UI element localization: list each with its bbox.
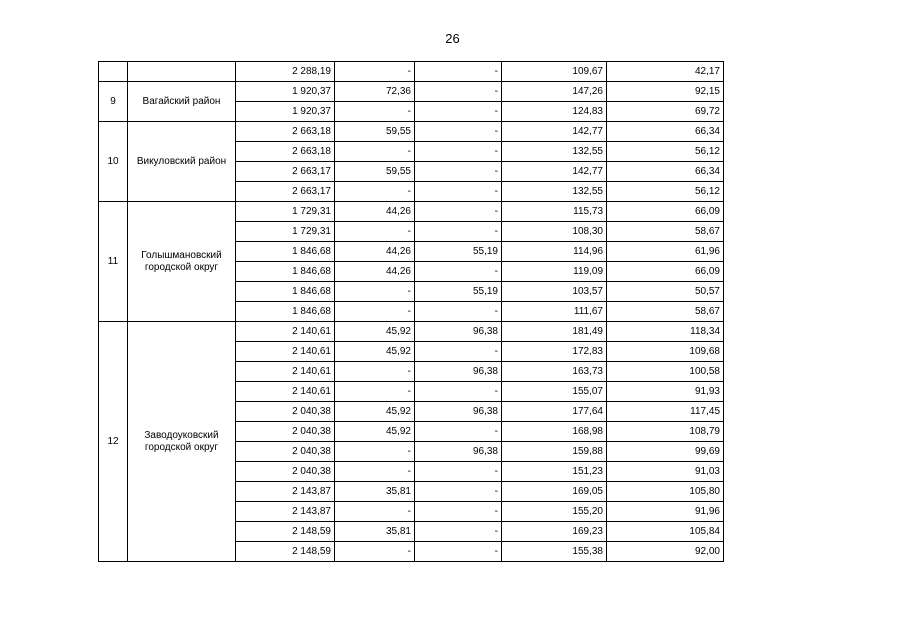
value-cell: 2 140,61 [236,342,335,362]
value-cell: 2 140,61 [236,322,335,342]
value-cell: 2 663,18 [236,122,335,142]
value-cell: - [335,502,415,522]
value-cell: 96,38 [415,442,502,462]
value-cell: 45,92 [335,322,415,342]
district-name-cell: Заводоуковский городской округ [128,322,236,562]
group-number-cell: 10 [99,122,128,202]
value-cell: - [415,342,502,362]
value-cell: - [335,282,415,302]
value-cell: 92,15 [607,82,724,102]
value-cell: 66,09 [607,262,724,282]
value-cell: 105,84 [607,522,724,542]
value-cell: 169,05 [502,482,607,502]
group-number-cell: 9 [99,82,128,122]
value-cell: - [415,162,502,182]
value-cell: 91,93 [607,382,724,402]
value-cell: 147,26 [502,82,607,102]
value-cell: 117,45 [607,402,724,422]
value-cell: 118,34 [607,322,724,342]
value-cell: - [415,62,502,82]
value-cell: 44,26 [335,262,415,282]
value-cell: - [335,222,415,242]
value-cell: 159,88 [502,442,607,462]
value-cell: 119,09 [502,262,607,282]
value-cell: 58,67 [607,302,724,322]
group-number-cell [99,62,128,82]
value-cell: 2 143,87 [236,502,335,522]
value-cell: - [415,262,502,282]
value-cell: 1 846,68 [236,282,335,302]
value-cell: 155,38 [502,542,607,562]
value-cell: 50,57 [607,282,724,302]
value-cell: 58,67 [607,222,724,242]
value-cell: - [415,142,502,162]
value-cell: 1 920,37 [236,102,335,122]
value-cell: - [415,202,502,222]
value-cell: - [335,302,415,322]
value-cell: 2 288,19 [236,62,335,82]
value-cell: - [415,102,502,122]
value-cell: - [415,542,502,562]
value-cell: - [415,222,502,242]
value-cell: 111,67 [502,302,607,322]
district-name-cell [128,62,236,82]
value-cell: - [335,442,415,462]
table-row [99,122,724,142]
value-cell: 59,55 [335,162,415,182]
district-name-cell: Вагайский район [128,82,236,122]
value-cell: 105,80 [607,482,724,502]
value-cell: - [415,502,502,522]
value-cell: 114,96 [502,242,607,262]
value-cell: 91,03 [607,462,724,482]
value-cell: 163,73 [502,362,607,382]
value-cell: 2 040,38 [236,402,335,422]
value-cell: 2 140,61 [236,362,335,382]
value-cell: 177,64 [502,402,607,422]
value-cell: 69,72 [607,102,724,122]
value-cell: 142,77 [502,162,607,182]
value-cell: 72,36 [335,82,415,102]
value-cell: 155,20 [502,502,607,522]
value-cell: 2 663,18 [236,142,335,162]
value-cell: 56,12 [607,182,724,202]
value-cell: 66,34 [607,162,724,182]
value-cell: - [415,122,502,142]
value-cell: 109,68 [607,342,724,362]
value-cell: 59,55 [335,122,415,142]
value-cell: 1 846,68 [236,242,335,262]
value-cell: - [415,522,502,542]
value-cell: 2 663,17 [236,182,335,202]
value-cell: 1 920,37 [236,82,335,102]
group-number-cell: 11 [99,202,128,322]
value-cell: 2 140,61 [236,382,335,402]
value-cell: 115,73 [502,202,607,222]
value-cell: 1 729,31 [236,222,335,242]
value-cell: 55,19 [415,282,502,302]
value-cell: 2 148,59 [236,542,335,562]
value-cell: 2 040,38 [236,442,335,462]
group-number-cell: 12 [99,322,128,562]
page-number: 26 [445,31,460,46]
value-cell: 44,26 [335,242,415,262]
value-cell: 45,92 [335,402,415,422]
value-cell: - [335,102,415,122]
value-cell: - [335,362,415,382]
value-cell: 124,83 [502,102,607,122]
value-cell: - [335,182,415,202]
value-cell: 168,98 [502,422,607,442]
value-cell: 103,57 [502,282,607,302]
value-cell: - [415,482,502,502]
value-cell: 172,83 [502,342,607,362]
value-cell: 96,38 [415,402,502,422]
value-cell: 155,07 [502,382,607,402]
value-cell: 45,92 [335,342,415,362]
value-cell: 99,69 [607,442,724,462]
value-cell: 66,09 [607,202,724,222]
value-cell: 132,55 [502,182,607,202]
value-cell: - [415,462,502,482]
value-cell: - [335,62,415,82]
value-cell: 61,96 [607,242,724,262]
value-cell: - [335,542,415,562]
table-row [99,62,724,82]
value-cell: - [415,82,502,102]
value-cell: 2 663,17 [236,162,335,182]
value-cell: 2 148,59 [236,522,335,542]
value-cell: 1 846,68 [236,302,335,322]
value-cell: - [335,382,415,402]
value-cell: - [415,382,502,402]
value-cell: 2 040,38 [236,422,335,442]
tariff-table [98,61,724,562]
value-cell: 108,79 [607,422,724,442]
value-cell: 35,81 [335,482,415,502]
value-cell: 96,38 [415,322,502,342]
table-row [99,322,724,342]
value-cell: 42,17 [607,62,724,82]
value-cell: 66,34 [607,122,724,142]
table-row [99,82,724,102]
value-cell: 2 143,87 [236,482,335,502]
value-cell: 56,12 [607,142,724,162]
value-cell: 45,92 [335,422,415,442]
value-cell: 92,00 [607,542,724,562]
value-cell: 55,19 [415,242,502,262]
value-cell: - [415,182,502,202]
value-cell: 35,81 [335,522,415,542]
value-cell: 169,23 [502,522,607,542]
value-cell: 181,49 [502,322,607,342]
value-cell: 1 729,31 [236,202,335,222]
value-cell: 109,67 [502,62,607,82]
value-cell: - [415,302,502,322]
value-cell: 132,55 [502,142,607,162]
table-row [99,202,724,222]
district-name-cell: Викуловский район [128,122,236,202]
value-cell: 108,30 [502,222,607,242]
value-cell: 1 846,68 [236,262,335,282]
value-cell: - [335,462,415,482]
district-name-cell: Голышмановский городской округ [128,202,236,322]
value-cell: - [415,422,502,442]
value-cell: 151,23 [502,462,607,482]
value-cell: 142,77 [502,122,607,142]
value-cell: 91,96 [607,502,724,522]
value-cell: 2 040,38 [236,462,335,482]
value-cell: 100,58 [607,362,724,382]
value-cell: 96,38 [415,362,502,382]
value-cell: 44,26 [335,202,415,222]
value-cell: - [335,142,415,162]
